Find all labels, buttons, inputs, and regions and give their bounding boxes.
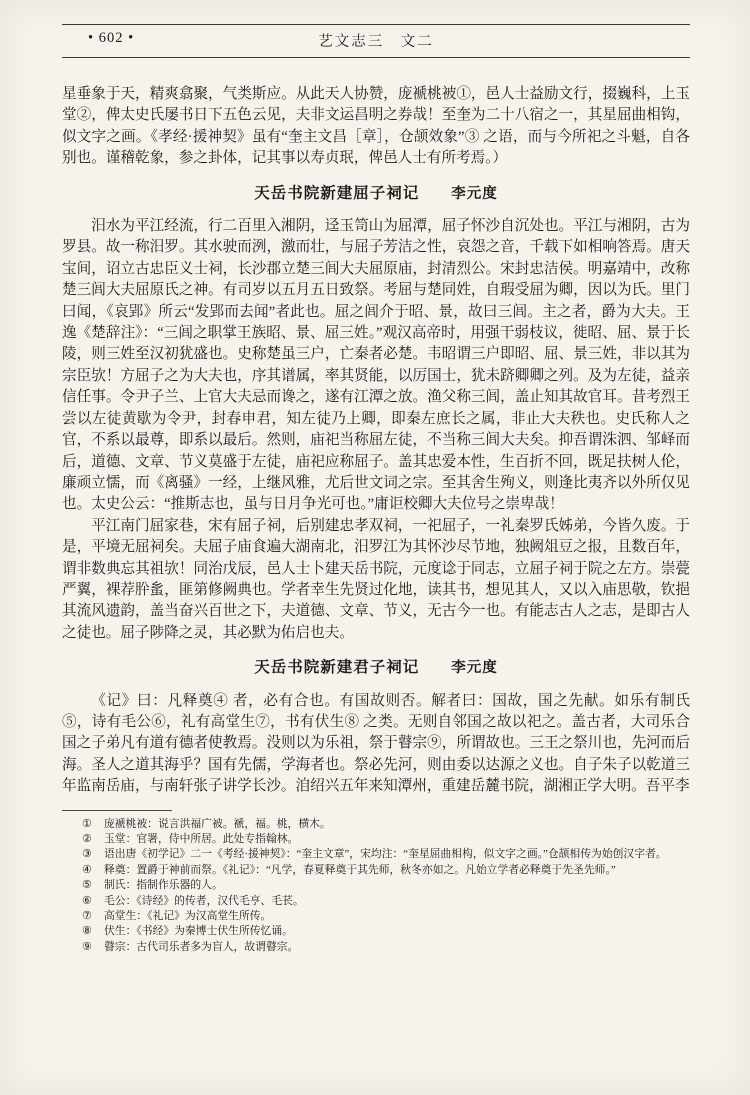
section2-paragraph-1: 《记》曰：凡释奠④ 者，必有合也。有国故则否。解者曰：国故，国之先献。如乐有制氏⑤，诗有毛公⑥，礼有高堂生⑦，书有伏生⑧ 之类。无则自邻国之故以祀之。盖古者，大司乐合国之子弟凡有道有德者使教焉。没则以为乐祖，祭于瞽宗⑨，所谓故也。三王之祭川也，先河而后海。圣人之道其海乎？国有先儒，学海者也。祭必先河，则由委以达源之义也。自子朱子以乾道三年监南岳庙，与南轩张子讲学长沙。洎绍兴五年来知潭州，重建岳麓书院，湖湘正学大明。吾平李 — [62, 692, 690, 795]
page-number: • 602 • — [88, 30, 135, 46]
body-text — [62, 84, 690, 798]
footnote-number: ⑦ — [82, 910, 92, 923]
footnote-item — [62, 894, 690, 909]
footnote-number: ⑧ — [82, 925, 92, 938]
section1-paragraph-2: 平江南门屈家巷，宋有屈子祠，后别建忠孝双祠，一祀屈子，一礼秦罗氏姊弟，今皆久废。于是，平境无屈祠矣。夫屈子庙食遍大湖南北，汨罗江为其怀沙尽节地，独阙俎豆之报，且数百年，谓非数典忘其祖欤！同治戊辰，邑人士卜建天岳书院，元度谂于同志，立屈子祠于院之左方。崇甍严翼，裸荐肸蚃，匪第修阙典也。学者幸生先贤过化地，读其书，想见其人，又以入庙思敬，钦挹其流风遗韵，盖当奋兴百世之下，夫道德、文章、节义，无古今一也。有能志古人之志，是即古人之徒也。屈子陟降之灵，其必默为佑启也夫。 — [62, 517, 690, 641]
footnote-item — [62, 847, 690, 862]
footnotes — [62, 810, 690, 956]
section-title-quzi-shrine — [62, 183, 690, 205]
section-title-text: 天岳书院新建君子祠记 — [254, 659, 420, 677]
footnote-text: 制氏：指制作乐器的人。 — [104, 879, 223, 892]
footnote-item — [62, 924, 690, 939]
footnote-number: ③ — [82, 848, 92, 861]
footnote-divider — [62, 810, 172, 811]
footnote-number: ④ — [82, 863, 92, 876]
footnote-number: ① — [82, 817, 92, 830]
footnote-item — [62, 832, 690, 847]
footnote-item — [62, 940, 690, 955]
section-title-text: 天岳书院新建屈子祠记 — [254, 184, 420, 202]
continued-paragraph: 星垂象于天，精爽翕聚，气类斯应。从此天人协赞，庞褫桃被①，邑人士益励文行，掇巍科，上玉堂②，俾太史氏屡书日下五色云见，夫非文运昌明之券哉！至奎为二十八宿之一，其星屈曲相钩，似文字之画。《孝经·援神契》虽有“奎主文昌［章］，仓颉效象”③ 之语，而与今所祀之斗魁，自各别也。谨稽乾象，参之卦体，记其事以寿贞珉，俾邑人士有所考焉。） — [62, 86, 690, 167]
footnote-item — [62, 909, 690, 924]
footnote-number: ② — [82, 833, 92, 845]
footnote-text: 玉堂：官署，侍中所居。此处专指翰林。 — [104, 833, 299, 845]
footnote-item — [62, 878, 690, 893]
footnote-text: 庞褫桃被：说言洪福广被。褫，福。桃，横木。 — [104, 817, 331, 830]
header-title: 艺文志三 文二 — [318, 34, 434, 50]
section-author: 李元度 — [451, 185, 498, 202]
footnote-item — [62, 817, 690, 832]
footnote-text: 毛公：《诗经》的传者，汉代毛亨、毛苌。 — [104, 894, 304, 907]
footnote-number: ⑤ — [82, 879, 92, 892]
page-header — [62, 24, 690, 58]
footnote-text: 瞽宗：古代司乐者多为盲人，故谓瞽宗。 — [104, 940, 299, 953]
footnote-item — [62, 863, 690, 878]
footnote-text: 释奠：置爵于神前而祭。《礼记》：“凡学，春夏释奠于其先师，秋冬亦如之。凡始立学者必释奠于先圣先师。” — [104, 863, 616, 876]
section-title-junzi-shrine — [62, 657, 690, 679]
section1-paragraph-1: 汨水为平江经流，行二百里入湘阴，迳玉笥山为屈潭，屈子怀沙自沉处也。平江与湘阴，古为罗县。故一称汨罗。其水驶而洌，激而壮，与屈子芳洁之性，哀怨之音，千载下如相响答焉。唐天宝间，诏立古忠臣义士祠，长沙郡立楚三闾大夫屈原庙，封清烈公。宋封忠洁侯。明嘉靖中，改称楚三闾大夫屈原氏之神。有司岁以五月五日致祭。考屈与楚同姓，自瑕受屈为卿，因以为氏。里门曰闻，《哀郢》所云“发郢而去闻”者此也。屈之闾介于昭、景，故曰三闾。主之者，爵为大夫。王逸《楚辞注》：“三闾之职掌王族昭、景、屈三姓。”观汉高帝时，用强干弱枝议，徙昭、屈、景于长陵，则三姓至汉初犹盛也。史称楚虽三户，亡秦者必楚。韦昭谓三户即昭、屈、景三姓，非以其为宗臣欤！方屈子之为大夫也，序其谱属，率其贤能，以厉国士，犹未跻卿卿之列。及为左徒，益亲信任事。令尹子兰、上官大夫忌而谗之，遂有江潭之放。渔父称三闾，盖止知其故官耳。昔考烈王尝以左徒黄歇为令尹，封春申君，知左徒乃上卿，即秦左庶长之属，非止大夫秩也。史氏称人之官，不系以最尊，即系以最后。然则，庙祀当称屈左徒，不当称三闾大夫矣。抑吾谓洙泗、邹峄而后，道德、文章、节义莫盛于左徒，庙祀应称屈子。盖其忠爱本性，生百折不回，既足扶树人伦，廉顽立懦，而《离骚》一经，上继风雅，尤后世文词之宗。至其舍生殉义，则逢比夷齐以外所仅见也。太史公云：“推斯志也，虽与日月争光可也。”庸讵校卿大夫位号之崇卑哉！ — [62, 218, 690, 513]
footnote-number: ⑥ — [82, 894, 92, 907]
section-author: 李元度 — [451, 660, 498, 677]
footnote-text: 高堂生：《礼记》为汉高堂生所传。 — [104, 910, 272, 923]
footnote-number: ⑨ — [82, 940, 92, 953]
footnote-text: 伏生：《书经》为秦博士伏生所传忆诵。 — [104, 925, 293, 938]
footnote-text: 语出唐《初学记》二一《考经·援神契》：“奎主文章”，宋均注：“奎星屈曲相构，似文字之画。”仓颉相传为始创汉字者。 — [104, 848, 667, 861]
